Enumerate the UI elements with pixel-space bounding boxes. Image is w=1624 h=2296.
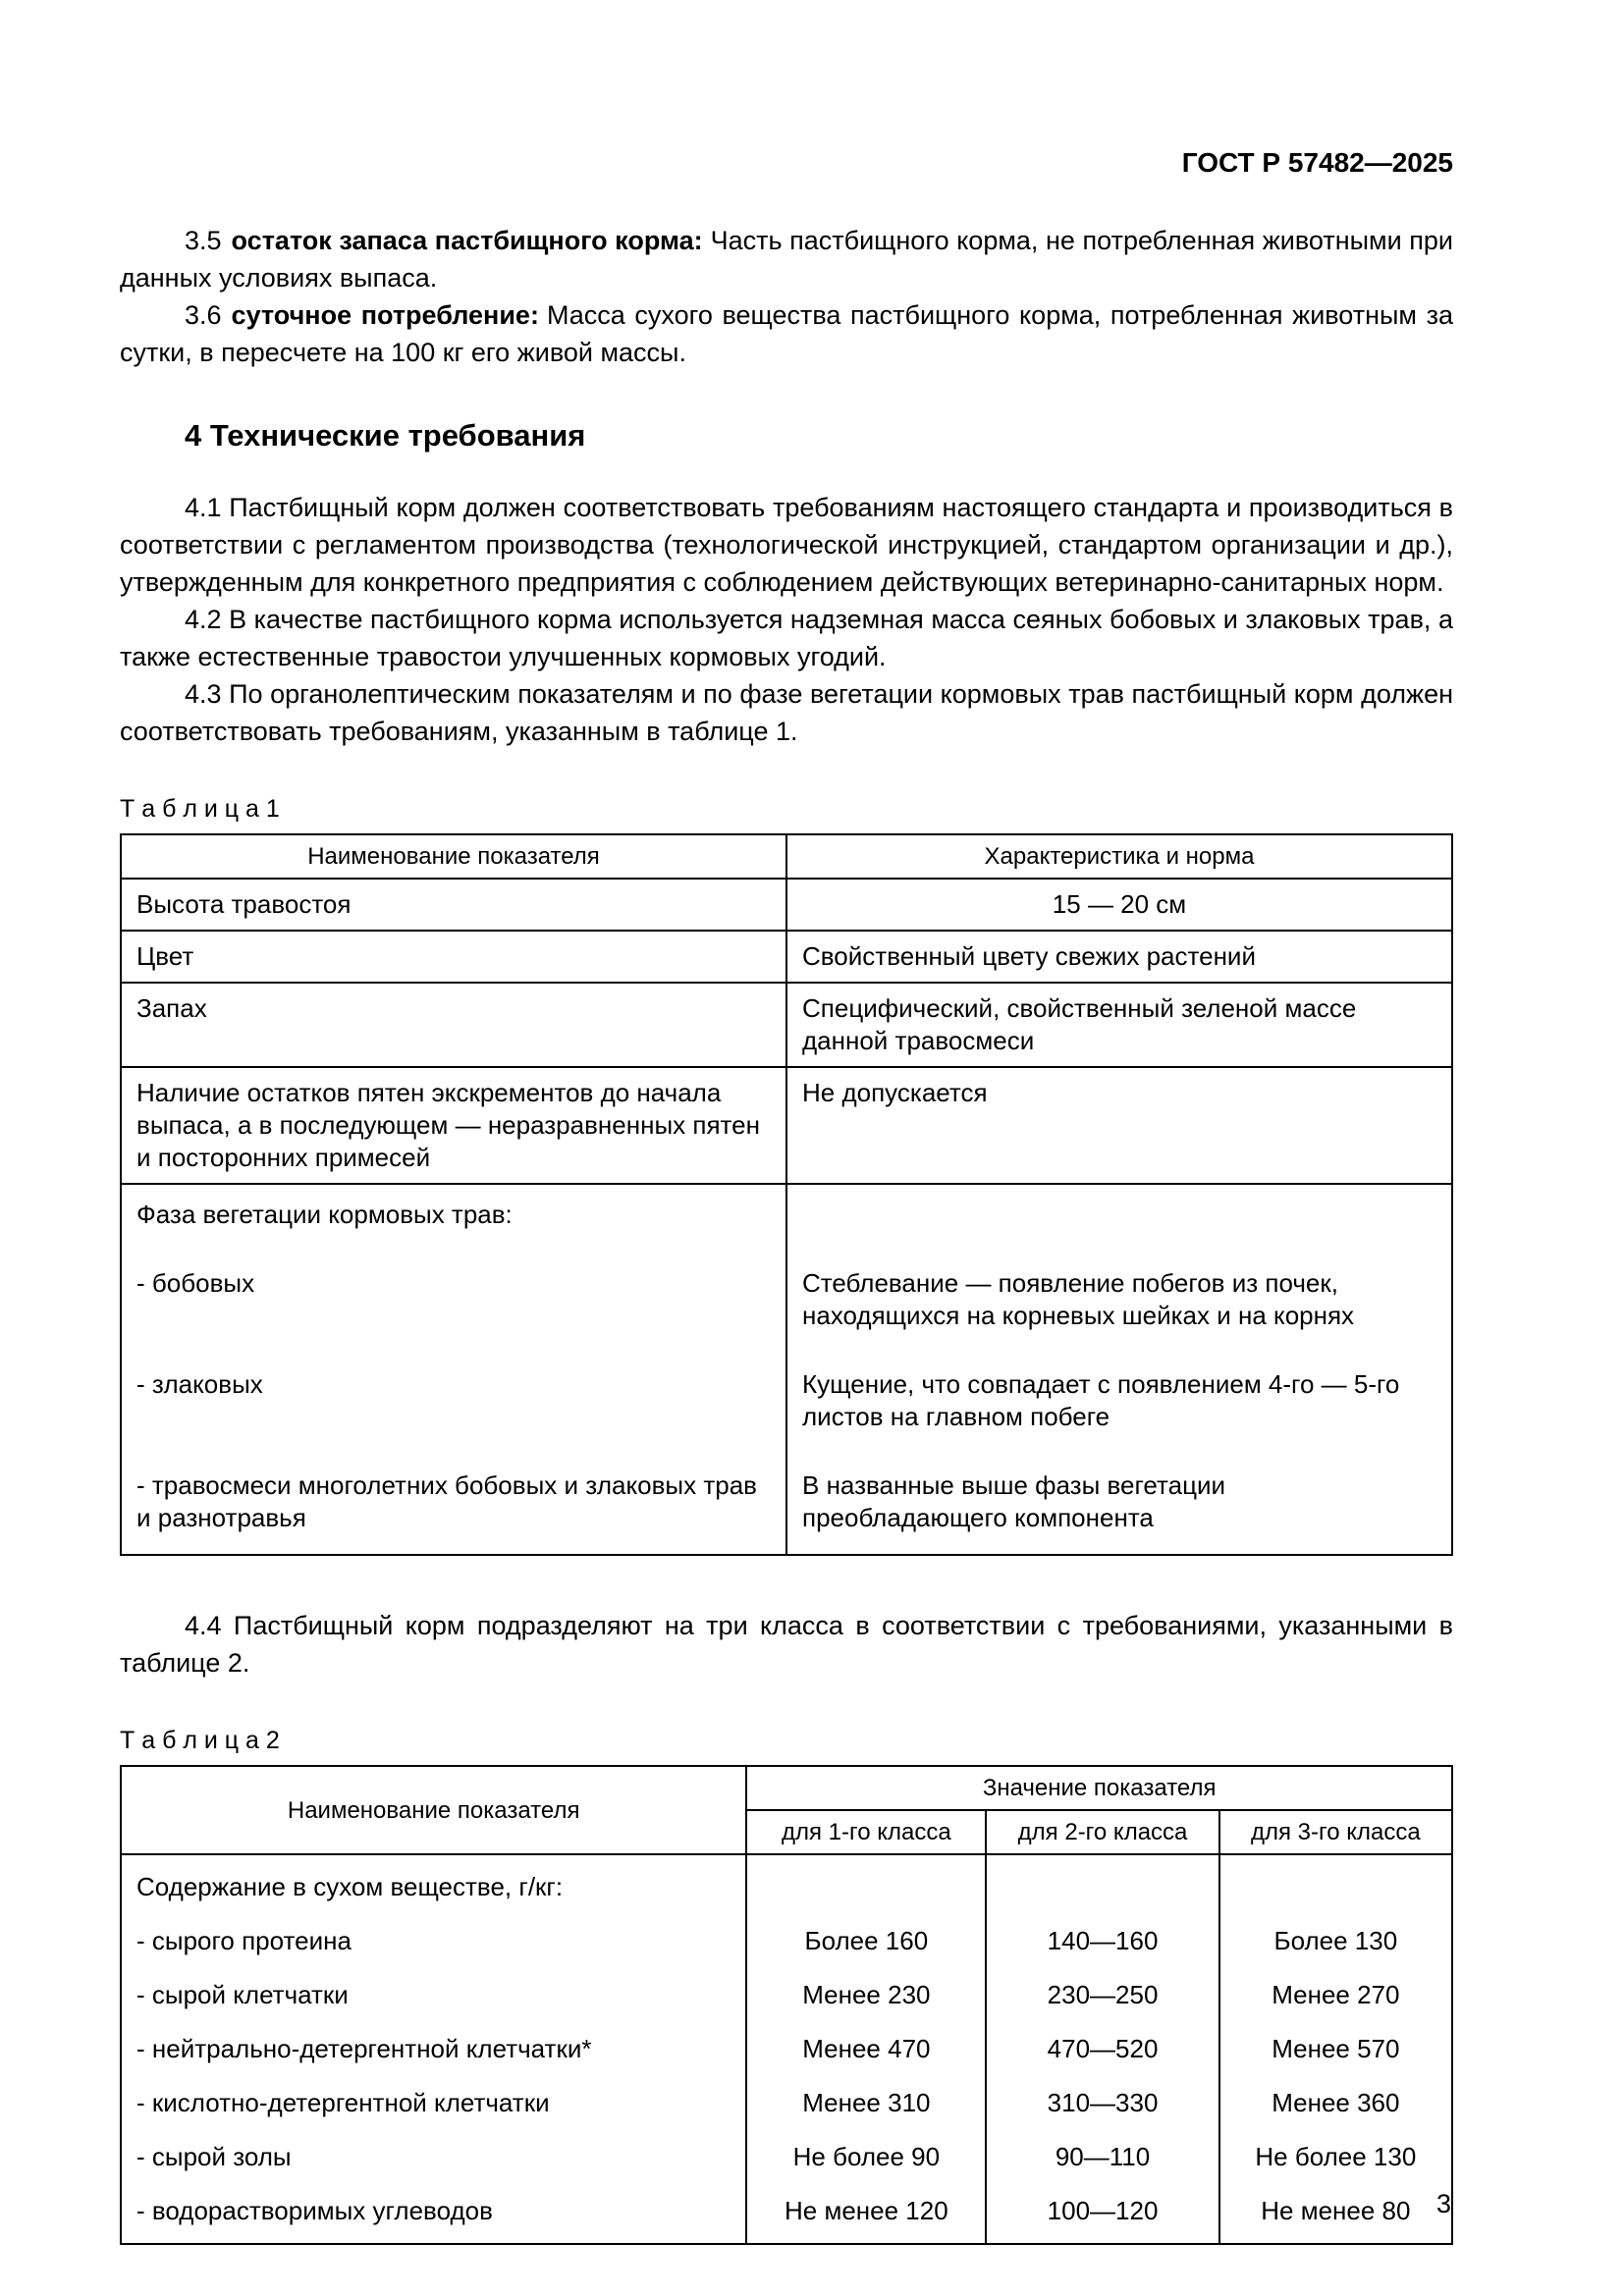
class2-value: 100—120 — [986, 2184, 1218, 2244]
class1-value: Более 160 — [746, 1914, 986, 1968]
indicator-value: Кущение, что совпадает с появлением 4-го — 5-го листов на главном побеге — [786, 1341, 1452, 1442]
table2-class1-header: для 1-го класса — [746, 1810, 986, 1854]
group-title-empty-cell — [786, 1184, 1452, 1240]
paragraph-4-4: 4.4 Пастбищный корм подразделяют на три класса в соответствии с требованиями, указанными в таблице 2. — [120, 1611, 1453, 1678]
class3-value: Более 130 — [1219, 1914, 1452, 1968]
table2-class3-header: для 3-го класса — [1219, 1810, 1452, 1854]
class1-value — [746, 1854, 986, 1914]
table-row — [121, 1914, 1452, 1968]
class3-value: Не менее 80 — [1219, 2184, 1452, 2244]
doc-number: ГОСТ Р 57482—2025 — [1181, 147, 1453, 178]
class2-value — [986, 1854, 1218, 1914]
table-row — [121, 1854, 1452, 1914]
class1-value: Менее 230 — [746, 1968, 986, 2022]
term-definition: Масса сухого вещества пастбищного корма, потребленная животным за сутки, в пересчете на 100 кг его живой массы. — [120, 300, 1453, 367]
class2-value: 230—250 — [986, 1968, 1218, 2022]
indicator-name: Содержание в сухом веществе, г/кг: — [121, 1854, 746, 1914]
indicator-value: В названные выше фазы вегетации преобладающего компонента — [786, 1442, 1452, 1555]
table-row — [121, 2184, 1452, 2244]
table2-group-header: Значение показателя — [746, 1766, 1452, 1810]
table-row — [121, 1341, 1452, 1442]
indicator-name: - сырого протеина — [121, 1914, 746, 1968]
table-row — [121, 2022, 1452, 2076]
table-row — [121, 2130, 1452, 2184]
table-row — [121, 1240, 1452, 1341]
table-row-group-title — [121, 1184, 1452, 1240]
table2-class2-header: для 2-го класса — [986, 1810, 1218, 1854]
table-row — [121, 1968, 1452, 2022]
indicator-name: Запах — [121, 983, 786, 1067]
term-number: 3.5 — [185, 226, 222, 255]
paragraph-4-1: 4.1 Пастбищный корм должен соответствовать требованиям настоящего стандарта и производиться в соответствии с регламентом производства (технологической инструкцией, стандартом организации и др.), утвержденным для конкретного предприятия с соблюдением действующих ветеринарно-санитарных норм. — [120, 493, 1453, 597]
class1-value: Не менее 120 — [746, 2184, 986, 2244]
indicator-name: Высота травостоя — [121, 879, 786, 931]
indicator-value: Стеблевание — появление побегов из почек, находящихся на корневых шейках и на корнях — [786, 1240, 1452, 1341]
indicator-name: - травосмеси многолетних бобовых и злаковых трав и разнотравья — [121, 1442, 786, 1555]
indicator-name: - нейтрально-детергентной клетчатки* — [121, 2022, 746, 2076]
indicator-name: - сырой клетчатки — [121, 1968, 746, 2022]
class1-value: Менее 470 — [746, 2022, 986, 2076]
page-number: 3 — [1435, 2189, 1451, 2218]
class2-value: 140—160 — [986, 1914, 1218, 1968]
table2-caption: Т а б л и ц а 2 — [120, 1727, 280, 1754]
class2-value: 470—520 — [986, 2022, 1218, 2076]
table2-header-row-1 — [121, 1766, 1452, 1810]
term-3-6 — [120, 296, 1453, 371]
indicator-name: - бобовых — [121, 1240, 786, 1341]
class3-value: Менее 270 — [1219, 1968, 1452, 2022]
indicator-name: Цвет — [121, 931, 786, 983]
table-row — [121, 879, 1452, 931]
table1-header-row — [121, 834, 1452, 879]
table1-col-header-name: Наименование показателя — [121, 834, 786, 879]
term-name: суточное потребление: — [231, 300, 539, 330]
table-row — [121, 1067, 1452, 1184]
table-row — [121, 931, 1452, 983]
table2-col-header-name: Наименование показателя — [121, 1766, 746, 1854]
term-name: остаток запаса пастбищного корма: — [231, 226, 703, 255]
table-2 — [120, 1765, 1453, 2245]
class1-value: Не более 90 — [746, 2130, 986, 2184]
table1-caption: Т а б л и ц а 1 — [120, 795, 280, 823]
table1-col-header-value: Характеристика и норма — [786, 834, 1452, 879]
group-title: Фаза вегетации кормовых трав: — [121, 1184, 786, 1240]
paragraph-4-2: 4.2 В качестве пастбищного корма используется надземная масса сеяных бобовых и злаковых трав, а также естественные травостои улучшенных кормовых угодий. — [120, 605, 1453, 671]
class3-value: Менее 570 — [1219, 2022, 1452, 2076]
table-row — [121, 983, 1452, 1067]
class1-value: Менее 310 — [746, 2076, 986, 2130]
class3-value: Не более 130 — [1219, 2130, 1452, 2184]
indicator-name: - кислотно-детергентной клетчатки — [121, 2076, 746, 2130]
term-3-5 — [120, 222, 1453, 296]
table-1 — [120, 833, 1453, 1556]
indicator-value: Не допускается — [786, 1067, 1452, 1184]
indicator-value: Свойственный цвету свежих растений — [786, 931, 1452, 983]
indicator-name: - злаковых — [121, 1341, 786, 1442]
class3-value — [1219, 1854, 1452, 1914]
class3-value: Менее 360 — [1219, 2076, 1452, 2130]
section-4-heading: 4 Технические требования — [185, 418, 586, 453]
indicator-value: 15 — 20 см — [786, 879, 1452, 931]
indicator-value: Специфический, свойственный зеленой массе данной травосмеси — [786, 983, 1452, 1067]
indicator-name: - водорастворимых углеводов — [121, 2184, 746, 2244]
indicator-name: Наличие остатков пятен экскрементов до начала выпаса, а в последующем — неразравненных пятен и посторонних примесей — [121, 1067, 786, 1184]
indicator-name: - сырой золы — [121, 2130, 746, 2184]
term-number: 3.6 — [185, 300, 222, 330]
class2-value: 310—330 — [986, 2076, 1218, 2130]
table-row — [121, 2076, 1452, 2130]
paragraph-4-3: 4.3 По органолептическим показателям и по фазе вегетации кормовых трав пастбищный корм должен соответствовать требованиям, указанным в таблице 1. — [120, 679, 1453, 746]
term-definition: Часть пастбищного корма, не потребленная животными при данных условиях выпаса. — [120, 226, 1453, 293]
table-row — [121, 1442, 1452, 1555]
class2-value: 90—110 — [986, 2130, 1218, 2184]
